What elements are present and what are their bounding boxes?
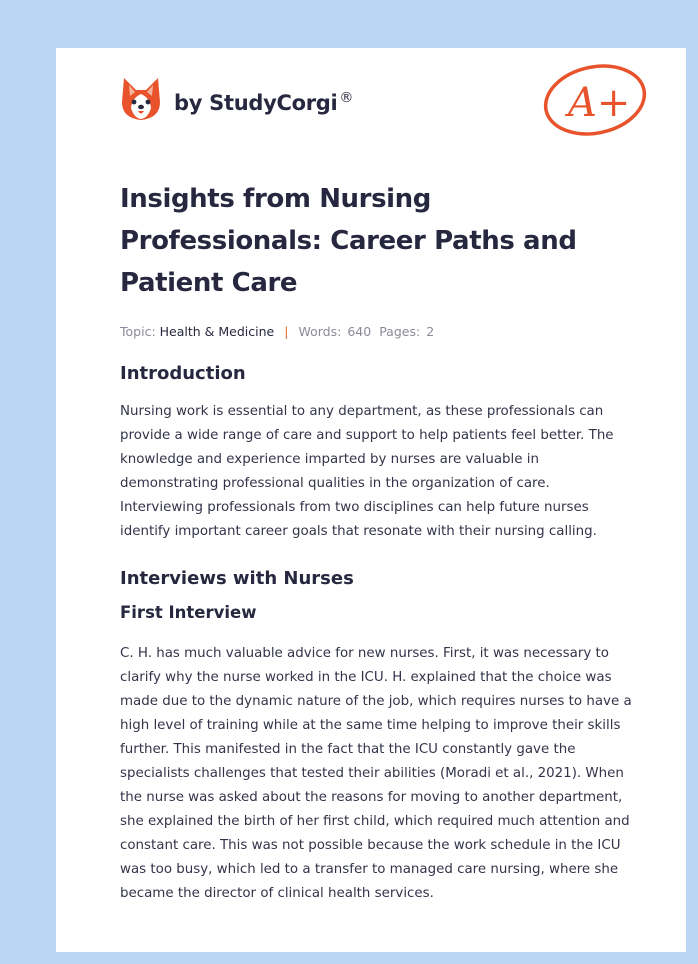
- subsection-heading-first-interview: First Interview: [120, 603, 257, 622]
- grade-text: A+: [568, 80, 631, 126]
- meta-separator: |: [284, 324, 289, 339]
- page-title: Insights from Nursing Professionals: Career Paths and Patient Care: [120, 184, 577, 298]
- a-plus-grade-icon: [538, 60, 648, 140]
- header: [120, 76, 650, 146]
- words-value: 640: [347, 324, 372, 339]
- section-heading-interviews: Interviews with Nurses: [120, 568, 354, 589]
- meta-line: [120, 324, 632, 339]
- corgi-icon: [120, 76, 162, 122]
- section-heading-introduction: Introduction: [120, 363, 246, 384]
- topic-link[interactable]: Health & Medicine: [159, 324, 275, 339]
- intro-paragraph: Nursing work is essential to any department, as these professionals can provide a wide range of care and support to help patients feel better. The knowledge and experience imparted by nurses are valuable in demonstrating professional qualities in the organization of care. Interviewing professionals from two disciplines can help future nurses identify important career goals that resonate with their nursing calling.: [120, 404, 614, 539]
- document-page: [56, 48, 686, 952]
- first-interview-paragraph: C. H. has much valuable advice for new nurses. First, it was necessary to clarify why the nurse worked in the ICU. H. explained that the choice was made due to the dynamic nature of the job, which requires nurses to have a high level of training while at the same time helping to improve their skills further. This manifested in the fact that the ICU constantly gave the specialists challenges that tested their abilities (Moradi et al., 2021). When the nurse was asked about the reasons for moving to another department, she explained the birth of her first child, which required much attention and constant care. This was not possible because the work schedule in the ICU was too busy, which led to a transfer to managed care nursing, where she became the director of clinical health services.: [120, 646, 632, 901]
- topic-label: Topic:: [120, 324, 156, 339]
- words-label: Words:: [298, 324, 342, 339]
- brand-name: by StudyCorgi ®: [174, 89, 354, 115]
- pages-value: 2: [426, 324, 435, 339]
- studycorgi-logo[interactable]: [120, 76, 353, 122]
- pages-label: Pages:: [379, 324, 421, 339]
- article-content: [120, 178, 632, 906]
